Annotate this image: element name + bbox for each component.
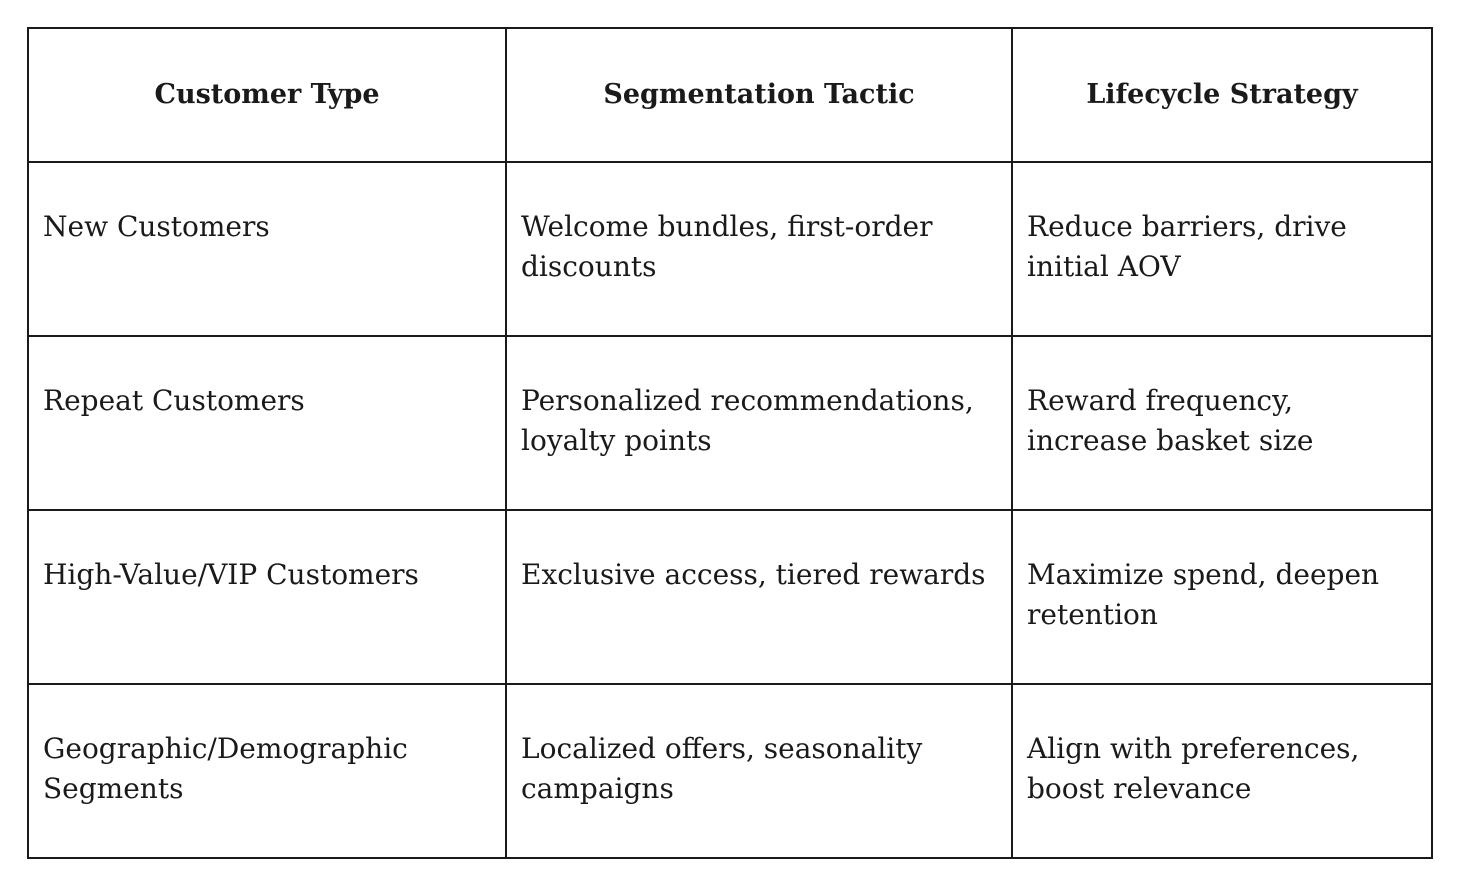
table-cell [506, 336, 1012, 510]
cell-text: Localized offers, seasonality campaigns [521, 732, 923, 805]
cell-text: Exclusive access, tiered rewards [521, 558, 986, 591]
table-cell [1012, 162, 1432, 336]
table-cell [28, 510, 506, 684]
table-cell [28, 336, 506, 510]
header-lifecycle-strategy: Lifecycle Strategy [1012, 28, 1432, 162]
header-segmentation-tactic: Segmentation Tactic [506, 28, 1012, 162]
segmentation-table [27, 27, 1433, 859]
cell-text: Reward frequency, increase basket size [1027, 384, 1314, 457]
cell-text: Reduce barriers, drive initial AOV [1027, 210, 1347, 283]
table-cell [1012, 510, 1432, 684]
table-cell [1012, 336, 1432, 510]
table-cell [28, 684, 506, 858]
cell-text: New Customers [43, 210, 270, 243]
cell-text: High-Value/VIP Customers [43, 558, 419, 591]
table-cell [506, 162, 1012, 336]
table-cell [1012, 684, 1432, 858]
cell-text: Repeat Customers [43, 384, 305, 417]
table-cell [506, 684, 1012, 858]
table-row [28, 162, 1432, 336]
cell-text: Maximize spend, deepen retention [1027, 558, 1380, 631]
table-header-row [28, 28, 1432, 162]
table-row [28, 684, 1432, 858]
header-customer-type: Customer Type [28, 28, 506, 162]
cell-text: Geographic/Demographic Segments [43, 732, 408, 805]
table-cell [28, 162, 506, 336]
cell-text: Welcome bundles, first-order discounts [521, 210, 933, 283]
cell-text: Align with preferences, boost relevance [1027, 732, 1360, 805]
cell-text: Personalized recommendations, loyalty points [521, 384, 974, 457]
table-row [28, 510, 1432, 684]
table-cell [506, 510, 1012, 684]
table-row [28, 336, 1432, 510]
